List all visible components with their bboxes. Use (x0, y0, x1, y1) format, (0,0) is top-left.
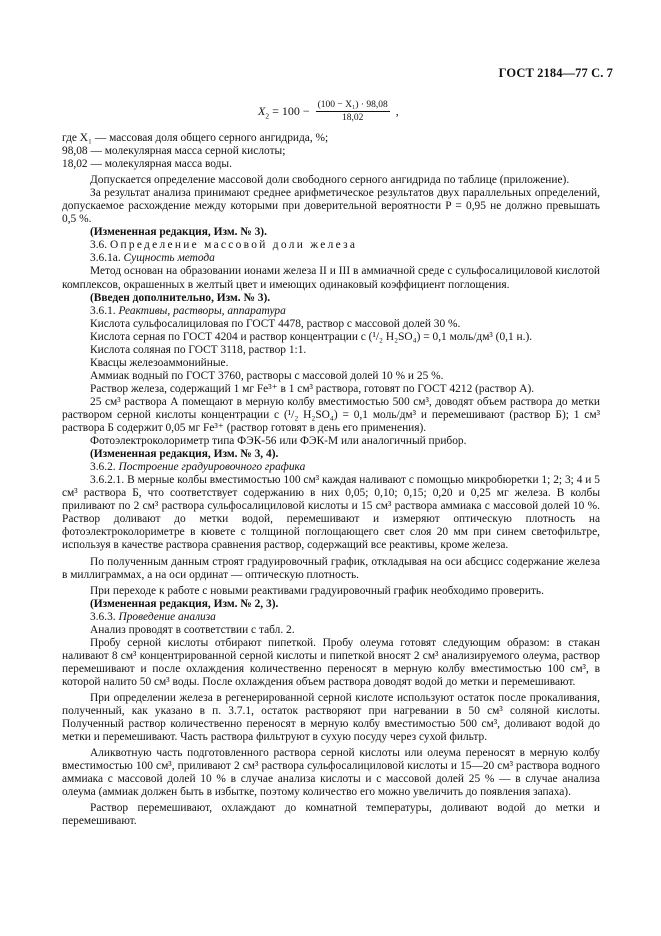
reagent-item: Кислота сульфосалициловая по ГОСТ 4478, раствор с массовой долей 30 %. (90, 317, 461, 330)
reagent-item: Раствор железа, содержащий 1 мг Fe³⁺ в 1 см³ раствора, готовят по ГОСТ 4212 (раствор А). (90, 382, 535, 395)
section-heading-3-6-1: 3.6.1. Реактивы, растворы, аппаратура (90, 304, 286, 317)
paragraph: Раствор перемешивают, охлаждают до комнатной температуры, доливают водой до метки и перемешивают. (62, 802, 600, 828)
formula-fraction (316, 100, 390, 123)
paragraph: По полученным данным строят градуировочный график, откладывая на оси абсцисс содержание железа в миллиграммах, а на оси ординат — оптическую плотность. (62, 555, 600, 581)
formula-numerator: (100 − X₁) · 98,08 (317, 100, 388, 110)
formula-tail: , (392, 104, 399, 118)
section-heading-3-6-1a: 3.6.1а. Сущность метода (90, 252, 215, 265)
section-heading-3-6-2: 3.6.2. Построение градуировочного графика (90, 461, 306, 474)
paragraph: Метод основан на образовании ионами железа II и III в аммиачной среде с сульфосалициловой кислотой комплексов, окрашенных в желтый цвет и имеющих одинаковый коэффициент поглощения. (62, 265, 600, 291)
definition-98: 98,08 — молекулярная масса серной кислоты; (62, 145, 286, 158)
formula-x2 (258, 100, 399, 123)
reagent-item: Аммиак водный по ГОСТ 3760, растворы с массовой долей 10 % и 25 %. (90, 369, 444, 382)
paragraph: Аликвотную часть подготовленного раствора серной кислоты или олеума переносят в мерную колбу вместимостью 100 см³, приливают 2 см³ раствора сульфосалициловой кислоты и 15—20 см³ раствора водного аммиака с массовой долей 10 % в случае анализа кислоты и с массовой долей 25 % — в случае анализа олеума (аммиак должен быть в избытке, поэтому количество его можно увеличить до появления запаха). (62, 747, 600, 799)
page-header: ГОСТ 2184—77 С. 7 (498, 66, 613, 80)
formula-lhs: $X_2$ (258, 104, 270, 121)
revision-note: (Измененная редакция, Изм. № 3). (90, 226, 267, 239)
formula-denominator: 18,02 (342, 113, 364, 123)
revision-note: (Измененная редакция, Изм. № 2, 3). (90, 597, 279, 610)
paragraph: 3.6.2.1. В мерные колбы вместимостью 100 см³ каждая наливают с помощью микробюретки 1; 2; 3; 4 и 5 см³ раствора Б, что соответствует содержанию в них 0,05; 0,10; 0,15; 0,20 и 0,25 мг железа. В колбы приливают по 2 см³ раствора сульфосалициловой кислоты и 15 см³ раствора аммиака с массовой долей 10 %. Раствор доливают до метки водой, перемешивают и измеряют оптическую плотность на фотоэлектроколориметре в кювете с толщиной поглощающего свет слоя 20 мм при синем светофильтре, используя в качестве раствора сравнения раствор, содержащий все реактивы, кроме железа. (62, 474, 600, 552)
paragraph: 25 см³ раствора А помещают в мерную колбу вместимостью 500 см³, доводят объем раствора до метки раствором серной кислоты концентрации c (¹/₂ H₂SO₄) = 0,1 моль/дм³ и перемешивают (раствор Б); 1 см³ раствора Б содержит 0,05 мг Fe³⁺ (раствор готовят в день его применения). (62, 395, 600, 435)
reagent-item: Кислота серная по ГОСТ 4204 и раствор концентрации c (¹/₂ H₂SO₄) = 0,1 моль/дм³ (0,1 н.). (90, 330, 533, 343)
document-body (62, 132, 600, 828)
revision-note: (Измененная редакция, Изм. № 3, 4). (90, 448, 279, 461)
paragraph: При переходе к работе с новыми реактивами градуировочный график необходимо проверить. (90, 584, 544, 597)
paragraph: Допускается определение массовой доли свободного серного ангидрида по таблице (приложение). (90, 174, 570, 187)
paragraph: При определении железа в регенерированной серной кислоте используют остаток после прокаливания, полученный, как указано в п. 3.7.1, остаток растворяют при нагревании в 50 см³ соляной кислоты. Полученный раствор количественно переносят в мерную колбу вместимостью 500 см³, доливают водой до метки и перемешивают. Часть раствора фильтруют в сухую посуду через сухой фильтр. (62, 691, 600, 744)
definition-x1: где X₁ — массовая доля общего серного ангидрида, %; (62, 132, 329, 144)
section-heading-3-6-3: 3.6.3. Проведение анализа (90, 610, 216, 623)
paragraph: Пробу серной кислоты отбирают пипеткой. Пробу олеума готовят следующим образом: в стакан наливают 8 см³ концентрированной серной кислоты и пипеткой вносят 2 см³ анализируемого олеума, раствор перемешивают и после охлаждения количественно переносят в мерную колбу вместимостью 100 см³, в которой налито 50 см³ воды. После охлаждения объем раствора доводят водой до метки и перемешивают. (62, 636, 600, 688)
formula-eq: = 100 − (269, 104, 313, 118)
paragraph: Анализ проводят в соответствии с табл. 2. (90, 623, 295, 636)
reagent-item: Фотоэлектроколориметр типа ФЭК-56 или ФЭК-М или аналогичный прибор. (90, 435, 467, 448)
reagent-item: Кислота соляная по ГОСТ 3118, раствор 1:1. (90, 343, 307, 356)
definition-18: 18,02 — молекулярная масса воды. (62, 158, 232, 171)
reagent-item: Квасцы железоаммонийные. (90, 356, 229, 369)
revision-note: (Введен дополнительно, Изм. № 3). (90, 291, 271, 304)
section-heading-3-6: 3.6. Определение массовой доли железа (90, 239, 358, 252)
paragraph: За результат анализа принимают среднее арифметическое результатов двух параллельных определений, допускаемое расхождение между которыми при доверительной вероятности P = 0,95 не должно превышать 0,5 %. (62, 187, 600, 226)
